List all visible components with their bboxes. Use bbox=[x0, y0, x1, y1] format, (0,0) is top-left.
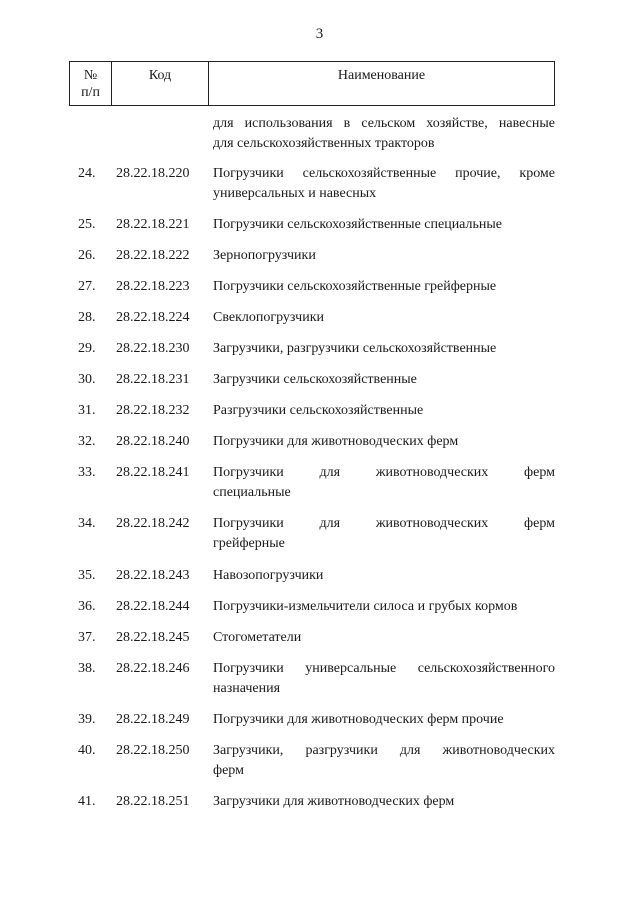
row-code: 28.22.18.240 bbox=[116, 434, 190, 449]
row-number: 24. bbox=[78, 166, 96, 181]
row-name-line-1: Зернопогрузчики bbox=[213, 248, 316, 263]
row-name-line-1: Свеклопогрузчики bbox=[213, 310, 324, 325]
row-number: 29. bbox=[78, 341, 96, 356]
row-name-line-1: Погрузчики сельскохозяйственные специальные bbox=[213, 217, 503, 232]
row-name bbox=[213, 792, 555, 812]
row-name bbox=[213, 277, 555, 297]
continuation-line-1: для использования в сельском хозяйстве, навесные bbox=[213, 116, 555, 131]
row-name-line-2: грейферные bbox=[213, 536, 285, 551]
row-code: 28.22.18.223 bbox=[116, 279, 190, 294]
header-num-abbr: п/п bbox=[81, 85, 100, 100]
row-code: 28.22.18.220 bbox=[116, 166, 190, 181]
row-name bbox=[213, 628, 555, 648]
row-number: 25. bbox=[78, 217, 96, 232]
row-code: 28.22.18.221 bbox=[116, 217, 190, 232]
row-number: 27. bbox=[78, 279, 96, 294]
row-number: 31. bbox=[78, 403, 96, 418]
row-name bbox=[213, 215, 555, 235]
row-name-line-1: Загрузчики сельскохозяйственные bbox=[213, 372, 417, 387]
row-name-line-1: Стогометатели bbox=[213, 630, 302, 645]
header-num-cell bbox=[70, 62, 112, 105]
row-number: 39. bbox=[78, 712, 96, 727]
row-number: 34. bbox=[78, 516, 96, 531]
row-name-line-1: Погрузчики сельскохозяйственные грейферные bbox=[213, 279, 497, 294]
header-code-cell bbox=[112, 62, 209, 105]
row-number: 40. bbox=[78, 743, 96, 758]
row-code: 28.22.18.241 bbox=[116, 465, 190, 480]
row-name bbox=[213, 566, 555, 586]
row-number: 28. bbox=[78, 310, 96, 325]
row-code: 28.22.18.224 bbox=[116, 310, 190, 325]
row-code: 28.22.18.250 bbox=[116, 743, 190, 758]
row-name bbox=[213, 246, 555, 266]
row-code: 28.22.18.251 bbox=[116, 794, 190, 809]
row-name-line-2: ферм bbox=[213, 763, 244, 778]
row-code: 28.22.18.232 bbox=[116, 403, 190, 418]
row-name bbox=[213, 741, 555, 781]
row-code: 28.22.18.231 bbox=[116, 372, 190, 387]
row-name bbox=[213, 432, 555, 452]
row-name bbox=[213, 401, 555, 421]
row-name-line-1: Погрузчики для животноводческих ферм прочие bbox=[213, 712, 504, 727]
row-name-line-1: Навозопогрузчики bbox=[213, 568, 324, 583]
row-name-line-1: Погрузчики для животноводческих ферм bbox=[213, 434, 459, 449]
row-name bbox=[213, 597, 555, 617]
continuation-line-2: для сельскохозяйственных тракторов bbox=[213, 136, 435, 151]
row-code: 28.22.18.249 bbox=[116, 712, 190, 727]
row-name bbox=[213, 339, 555, 359]
row-code: 28.22.18.243 bbox=[116, 568, 190, 583]
row-number: 36. bbox=[78, 599, 96, 614]
row-name-line-1: Загрузчики для животноводческих ферм bbox=[213, 794, 455, 809]
row-code: 28.22.18.246 bbox=[116, 661, 190, 676]
table-header bbox=[69, 61, 555, 106]
row-name bbox=[213, 164, 555, 204]
row-name-line-2: специальные bbox=[213, 485, 291, 500]
row-number: 35. bbox=[78, 568, 96, 583]
row-code: 28.22.18.245 bbox=[116, 630, 190, 645]
row-number: 32. bbox=[78, 434, 96, 449]
page-number: 3 bbox=[315, 26, 324, 42]
row-name-line-1: Загрузчики, разгрузчики сельскохозяйственные bbox=[213, 341, 497, 356]
row-code: 28.22.18.230 bbox=[116, 341, 190, 356]
row-number: 33. bbox=[78, 465, 96, 480]
header-code: Код bbox=[148, 68, 172, 83]
row-code: 28.22.18.222 bbox=[116, 248, 190, 263]
header-name: Наименование bbox=[337, 68, 426, 83]
row-name-line-2: назначения bbox=[213, 681, 281, 696]
header-num-symbol: № bbox=[83, 68, 98, 83]
row-name bbox=[213, 659, 555, 699]
row-number: 26. bbox=[78, 248, 96, 263]
row-number: 41. bbox=[78, 794, 96, 809]
row-name-line-1: Погрузчики для животноводческих ферм bbox=[213, 516, 555, 531]
continuation-text bbox=[213, 114, 555, 154]
row-name bbox=[213, 514, 555, 554]
row-name-line-1: Разгрузчики сельскохозяйственные bbox=[213, 403, 424, 418]
row-name-line-2: универсальных и навесных bbox=[213, 186, 377, 201]
row-name-line-1: Загрузчики, разгрузчики для животноводческих bbox=[213, 743, 555, 758]
row-name bbox=[213, 370, 555, 390]
row-number: 38. bbox=[78, 661, 96, 676]
row-code: 28.22.18.244 bbox=[116, 599, 190, 614]
row-name bbox=[213, 710, 555, 730]
row-name-line-1: Погрузчики для животноводческих ферм bbox=[213, 465, 555, 480]
row-number: 30. bbox=[78, 372, 96, 387]
header-name-cell bbox=[209, 62, 554, 105]
row-code: 28.22.18.242 bbox=[116, 516, 190, 531]
row-name-line-1: Погрузчики сельскохозяйственные прочие, кроме bbox=[213, 166, 555, 181]
row-name bbox=[213, 463, 555, 503]
row-name-line-1: Погрузчики-измельчители силоса и грубых кормов bbox=[213, 599, 518, 614]
row-name-line-1: Погрузчики универсальные сельскохозяйственного bbox=[213, 661, 555, 676]
row-number: 37. bbox=[78, 630, 96, 645]
row-name bbox=[213, 308, 555, 328]
